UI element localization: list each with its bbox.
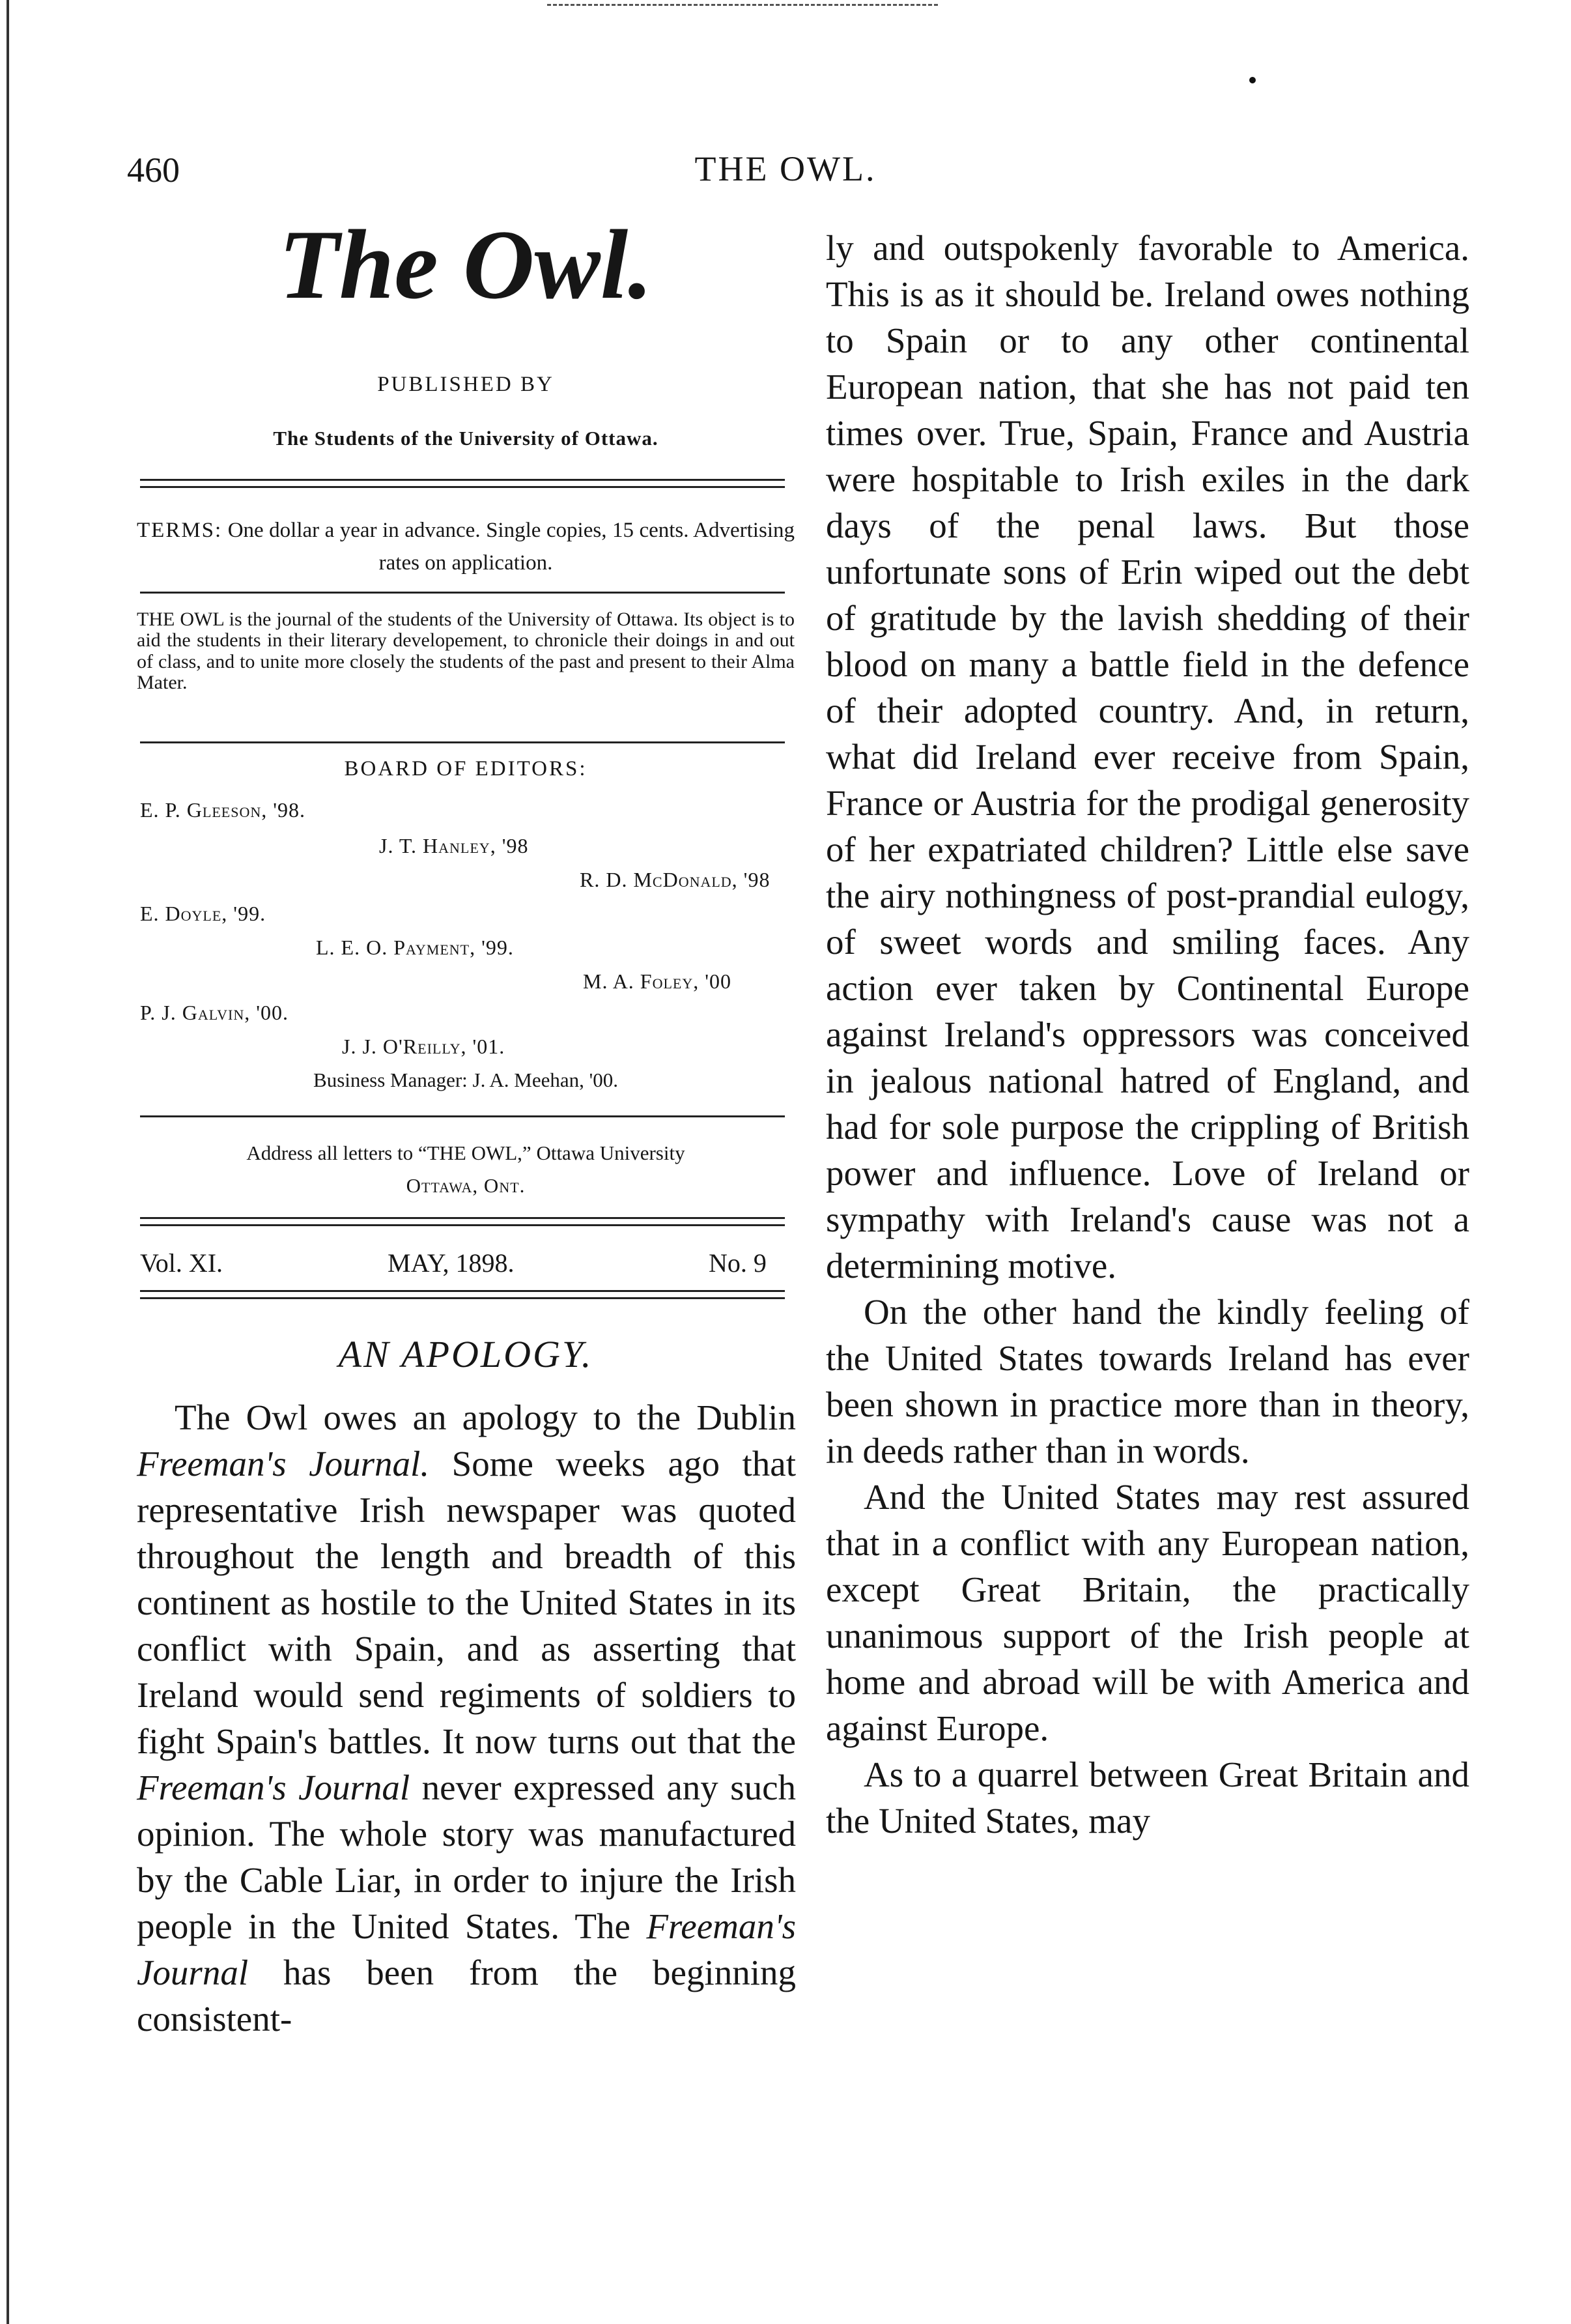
article-right-column: [826, 225, 1469, 1844]
newspaper-title: Freeman's Journal.: [137, 1444, 430, 1484]
editor-name: E. Doyle, '99.: [140, 902, 266, 925]
article-text: has been from the beginning consistent-: [137, 1953, 796, 2039]
issue-number: No. 9: [709, 1248, 767, 1278]
address-block: [137, 1137, 795, 1201]
article-text: never expressed any such opinion. The whole story was manufactured by the Cable Liar, in order to injure the Irish people in the United States. The: [137, 1768, 796, 1946]
journal-description: THE OWL is the journal of the students of the University of Ottawa. Its object is to aid the students in their literary developement, to chronicle their doings in and out of class, and to unite more closely the students of the past and present to their Alma Mater.: [137, 609, 795, 694]
article-text: The Owl owes an apology to the Dublin: [175, 1398, 796, 1437]
page-number: 460: [127, 151, 180, 190]
editor-name: J. T. Hanley, '98: [379, 834, 529, 857]
address-line: Address all letters to “THE OWL,” Ottawa University: [246, 1141, 685, 1164]
terms-text: One dollar a year in advance. Single copies, 15 cents. Advertising rates on application.: [227, 519, 795, 575]
masthead-logo: The Owl.: [278, 210, 653, 319]
terms-label: TERMS:: [137, 519, 223, 542]
editor-name: J. J. O'Reilly, '01.: [342, 1035, 505, 1058]
article-text: Some weeks ago that representative Irish newspaper was quoted throughout the length and breadth of this continent as hostile to the United States in its conflict with Spain, and as asserting that Ireland would send regiments of soldiers to fight Spain's battles. It now turns out that the: [137, 1444, 796, 1761]
article-paragraph: ly and outspokenly favorable to America. This is as it should be. Ireland owes nothing to Spain or to any other continental European nation, that she has not paid ten times over. True, Spain, France and Austria were hospitable to Irish exiles in the dark days of the penal laws. But those unfortunate sons of Erin wiped out the debt of gratitude by the lavish shedding of their blood on many a battle field in the defence of their adopted country. And, in return, what did Ireland ever receive from Spain, France or Austria for the prodigal generosity of her expatriated children? Little else save the airy nothingness of post-prandial eulogy, of sweet words and smiling faces. Any action ever taken by Continental Europe against Ireland's oppressors was conceived in jealous national hatred of England, and had for sole purpose the crippling of British power and influence. Love of Ireland or sympathy with Ireland's cause was not a determining motive.: [826, 228, 1469, 1285]
address-city: Ottawa, Ont.: [406, 1173, 526, 1197]
editor-name: P. J. Galvin, '00.: [140, 1001, 289, 1024]
terms-block: [137, 515, 795, 579]
dateline-top-rule: [140, 1217, 785, 1226]
newspaper-title: Freeman's Journal: [137, 1906, 796, 1992]
article-paragraph: As to a quarrel between Great Britain and the United States, may: [826, 1755, 1469, 1841]
board-of-editors-heading: BOARD OF EDITORS:: [344, 757, 587, 781]
article-paragraph: On the other hand the kindly feeling of the United States towards Ireland has ever been shown in practice more than in theory, in deeds rather than in words.: [826, 1292, 1469, 1470]
business-manager: Business Manager: J. A. Meehan, '00.: [313, 1069, 618, 1091]
article-title: AN APOLOGY.: [338, 1333, 593, 1375]
editor-name: R. D. McDonald, '98: [580, 868, 771, 891]
about-rule: [140, 741, 785, 743]
newspaper-title: Freeman's Journal: [137, 1768, 410, 1807]
top-edge-rule: [547, 4, 938, 6]
terms-rule: [140, 592, 785, 594]
publisher-line: The Students of the University of Ottawa.: [273, 427, 658, 450]
article-paragraph: And the United States may rest assured that in a conflict with any European nation, except Great Britain, the practically unanimous support of the Irish people at home and abroad will be with America and against Europe.: [826, 1477, 1469, 1748]
article-left-column: [137, 1394, 796, 2042]
volume-label: Vol. XI.: [140, 1248, 223, 1278]
editors-rule: [140, 1115, 785, 1117]
ink-speck: [1249, 77, 1256, 83]
published-by: PUBLISHED BY: [377, 373, 554, 396]
masthead-double-rule: [140, 479, 785, 488]
running-head: THE OWL.: [694, 149, 877, 188]
dateline-bottom-rule: [140, 1290, 785, 1299]
editor-name: M. A. Foley, '00: [583, 969, 732, 993]
issue-date: MAY, 1898.: [388, 1248, 515, 1278]
editor-name: E. P. Gleeson, '98.: [140, 798, 305, 822]
left-edge-rule: [7, 0, 9, 2324]
editor-name: L. E. O. Payment, '99.: [316, 936, 514, 959]
